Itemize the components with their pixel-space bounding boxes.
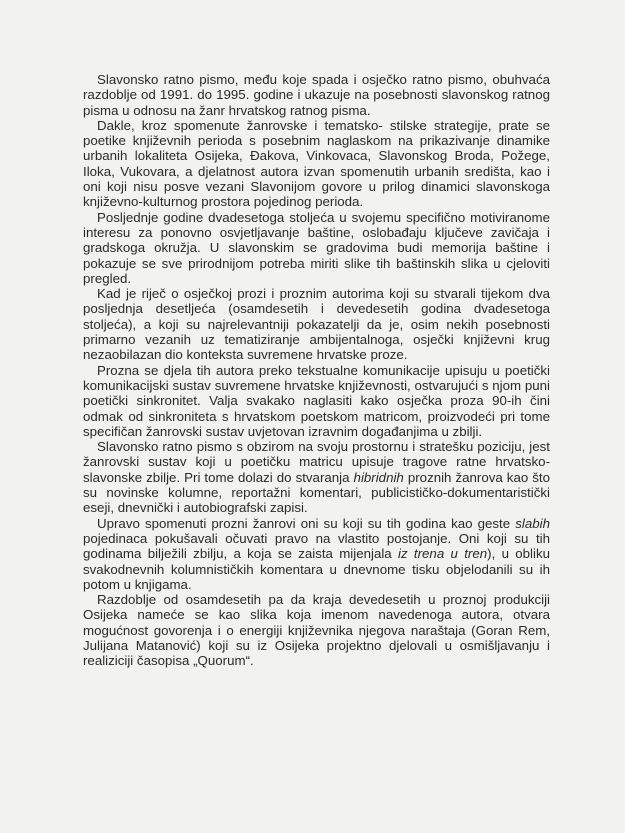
- italic-term: iz trena u tren: [398, 546, 488, 562]
- paragraph-text: Slavonsko ratno pismo s obzirom na svoju prostornu i stratešku poziciju, jest žanrovski sustav koji u poetičku matricu upisuje tragove ratne hrvatsko-slavonske zbilje. Pri tome dolazi do stvaranja: [83, 439, 550, 485]
- paragraph-text: Kad je riječ o osječkoj prozi i proznim autorima koji su stvarali tijekom dva posljednja desetljeća (osamdesetih i devedesetih godina dvadesetoga stoljeća), a koji su najrelevantniji pokazatelji da je, osim nekih posebnosti primarno vezanih uz tematiziranje ambijentalnoga, osječki književni krug nezaobilazan dio konteksta suvremene hrvatske proze.: [83, 286, 550, 363]
- paragraph-6: [83, 439, 550, 515]
- document-body: [83, 72, 550, 669]
- paragraph-text: Dakle, kroz spomenute žanrovske i tematsko- stilske strategije, prate se poetike književnih perioda s posebnim naglaskom na prikazivanje dinamike urbanih lokaliteta Osijeka, Đakova, Vinkovaca, Slavonskog Broda, Požege, Iloka, Vukovara, a djelatnost autora izvan spomenutih urbanih središta, kao i oni koji nisu posve vezani Slavonijom govore u prilog dinamici slavonskoga književno-kulturnog prostora pojedinog perioda.: [83, 117, 550, 210]
- paragraph-text: proznih žanrova kao što su novinske kolumne, reportažni komentari, publicističko-dokumentaristički eseji, dnevnički i autobiografski zapisi.: [83, 469, 550, 516]
- italic-term: hibridnih: [353, 469, 404, 485]
- paragraph-4: [83, 286, 550, 362]
- paragraph-1: [83, 72, 550, 118]
- paragraph-text: Razdoblje od osamdesetih pa da kraja devedesetih u proznoj produkciji Osijeka nameće se kao slika koja imenom navedenoga autora, otvara mogućnost govorenja i o energiji književnika njegova naraštaja (Goran Rem, Julijana Matanović) koji su iz Osijeka projektno djelovali u osmišljavanju i realiziciji časopisa „Quorum“.: [83, 592, 550, 669]
- paragraph-3: [83, 210, 550, 286]
- paragraph-2: [83, 118, 550, 210]
- paragraph-text: pojedinaca pokušavali očuvati pravo na vlastito postojanje. Oni koji su tih godinama bilježili zbilju, a koja se zaista mijenjala: [83, 530, 550, 562]
- italic-term: slabih: [515, 515, 550, 531]
- paragraph-5: [83, 363, 550, 439]
- paragraph-text: Prozna se djela tih autora preko tekstualne komunikacije upisuju u poetički komunikacijski sustav suvremene hrvatske književnosti, ostvarujući s njom puni poetički sinkronitet. Valja svakako naglasiti kako osječka proza 90-ih čini odmak od sinkroniteta s hrvatskom poetskom matricom, proizvodeći pri tome specifičan žanrovski sustav uvjetovan izravnim događanjima u zbilji.: [83, 362, 550, 439]
- paragraph-text: ), u obliku svakodnevnih kolumnističkih komentara u dnevnome tisku objelodanili su ih potom u knjigama.: [83, 546, 551, 592]
- paragraph-text: Slavonsko ratno pismo, među koje spada i osječko ratno pismo, obuhvaća razdoblje od 1991. do 1995. godine i ukazuje na posebnosti slavonskog ratnog pisma u odnosu na žanr hrvatskog ratnog pisma.: [83, 72, 550, 118]
- paragraph-8: [83, 592, 550, 668]
- paragraph-7: [83, 516, 550, 592]
- paragraph-text: Posljednje godine dvadesetoga stoljeća u svojemu specifično motiviranome interesu za ponovno osvjetljavanje baštine, oslobađaju ključeve zavičaja i gradskoga okružja. U slavonskim se gradovima budi memorija baštine i pokazuje se sve prirodnijom potreba miriti slike tih baštinskih slika u cjeloviti pregled.: [83, 209, 550, 286]
- paragraph-text: Upravo spomenuti prozni žanrovi oni su koji su tih godina kao geste: [97, 515, 516, 531]
